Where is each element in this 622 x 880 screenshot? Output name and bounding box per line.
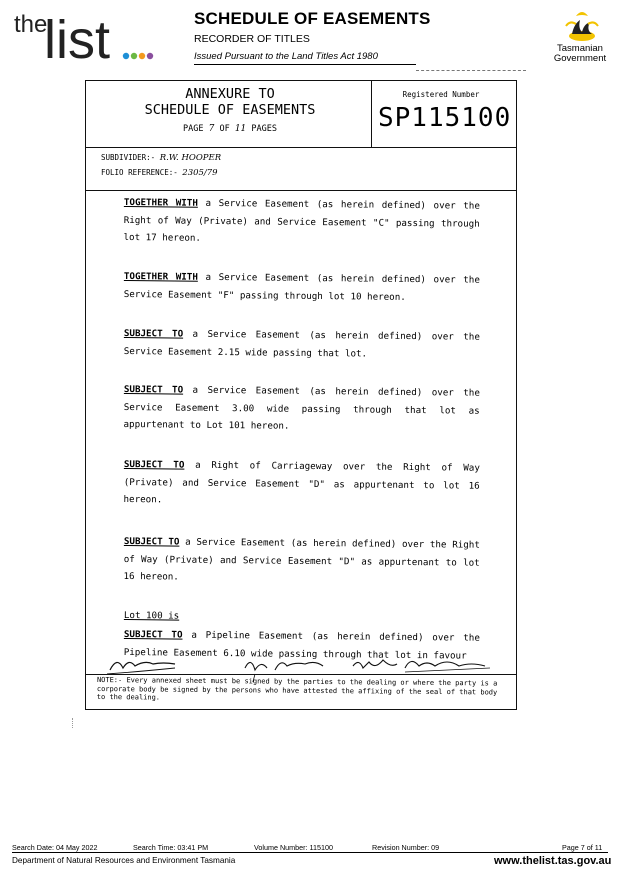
- folio-value: 2305/79: [182, 168, 218, 178]
- logo-dot-orange: [139, 53, 145, 59]
- paragraph-keyword: SUBJECT TO: [123, 535, 180, 548]
- paragraph-text: a Service Easement (as herein defined) over the Right of Way (Private) and Service Easement "C" passing through lot 17 hereon.: [123, 197, 480, 244]
- of-label: OF: [219, 124, 230, 134]
- subdivider-label: SUBDIVIDER:-: [101, 153, 156, 162]
- paragraph-keyword: SUBJECT TO: [123, 327, 184, 340]
- annexure-title-line1: ANNEXURE TO: [185, 86, 275, 102]
- logo-the-text: the: [14, 11, 48, 38]
- logo-dot-green: [131, 53, 137, 59]
- logo-list-text: list: [44, 10, 110, 62]
- paragraph-text: a Service Easement (as herein defined) over the Service Easement 2.15 wide passing that lot.: [123, 328, 480, 360]
- paragraph-text: a Service Easement (as herein defined) over the Service Easement "F" passing through lot 10 hereon.: [123, 271, 480, 303]
- page-number: 7: [208, 124, 215, 134]
- margin-mark: [72, 718, 75, 728]
- recorder-subtitle: RECORDER OF TITLES: [194, 33, 310, 45]
- thelist-logo: [14, 6, 154, 62]
- signature-note: NOTE:- Every annexed sheet must be signed by the parties to the dealing or where the party is a corporate body be signed by the persons who have attested the affixing of the seal of that body to the dealing.: [96, 676, 498, 702]
- site-url[interactable]: www.thelist.tas.gov.au: [494, 855, 612, 867]
- folio-row: [101, 168, 218, 178]
- act-text: Issued Pursuant to the Land Titles Act 1980: [194, 51, 378, 62]
- volume-number: Volume Number: 115100: [254, 843, 333, 852]
- paragraph-keyword: SUBJECT TO: [123, 458, 185, 471]
- lot-heading-text: Lot 100 is: [123, 609, 180, 622]
- paragraph-keyword: SUBJECT TO: [123, 628, 183, 641]
- page-title: SCHEDULE OF EASEMENTS: [194, 9, 431, 28]
- page-count-line: [140, 124, 320, 134]
- logo-dot-blue: [123, 53, 129, 59]
- folio-label: FOLIO REFERENCE:-: [101, 168, 178, 177]
- search-time: Search Time: 03:41 PM: [133, 843, 209, 852]
- easement-paragraph: [123, 533, 480, 589]
- header-dashed-divider: [416, 70, 526, 71]
- page-label: PAGE: [182, 124, 204, 134]
- easement-paragraph: [124, 325, 480, 364]
- footer-divider: [12, 852, 608, 853]
- easement-paragraph: [123, 194, 480, 250]
- easement-paragraph: [124, 268, 480, 307]
- paragraph-keyword: SUBJECT TO: [123, 383, 184, 396]
- paragraph-text: a Service Easement (as herein defined) over the Service Easement 3.00 wide passing through that lot as appurtenant to Lot 101 hereon.: [123, 384, 480, 432]
- easement-paragraph: [123, 381, 480, 437]
- registered-number-label: Registered Number: [402, 90, 480, 99]
- lot-100-heading: [124, 607, 480, 628]
- paragraph-text: a Right of Carriageway over the Right of Way (Private) and Service Easement "D" as appurtenant to lot 16 hereon.: [123, 459, 480, 506]
- government-label-line2: Government: [553, 53, 607, 64]
- paragraph-keyword: TOGETHER WITH: [123, 196, 198, 209]
- annexure-title-line2: SCHEDULE OF EASEMENTS: [144, 102, 316, 118]
- subdivider-row-divider: [86, 190, 516, 191]
- annexure-title: [140, 86, 320, 118]
- department-name: Department of Natural Resources and Environment Tasmania: [12, 856, 236, 865]
- registered-number: SP115100: [378, 103, 512, 133]
- government-label-line1: Tasmanian: [557, 43, 603, 54]
- header-divider: [194, 64, 416, 65]
- search-date: Search Date: 04 May 2022: [12, 843, 98, 852]
- paragraph-keyword: TOGETHER WITH: [123, 270, 198, 283]
- total-pages: 11: [234, 124, 247, 134]
- paragraph-text: a Pipeline Easement (as herein defined) over the Pipeline Easement 6.10 wide passing through that lot in favour: [123, 629, 480, 662]
- subdivider-row: [101, 153, 221, 163]
- paragraph-text: a Service Easement (as herein defined) over the Right of Way (Private) and Service Easement "D" as appurtenant to lot 16 hereon.: [123, 536, 480, 583]
- tasmanian-government-logo-icon: [554, 6, 610, 46]
- subdivider-value: R.W. HOOPER: [159, 153, 222, 163]
- government-label: [540, 44, 620, 64]
- header-row-divider: [86, 147, 516, 148]
- logo-dot-purple: [147, 53, 153, 59]
- pages-label: PAGES: [251, 124, 277, 134]
- page-indicator: Page 7 of 11: [562, 843, 603, 852]
- easement-paragraph: [123, 456, 480, 512]
- revision-number: Revision Number: 09: [372, 843, 440, 852]
